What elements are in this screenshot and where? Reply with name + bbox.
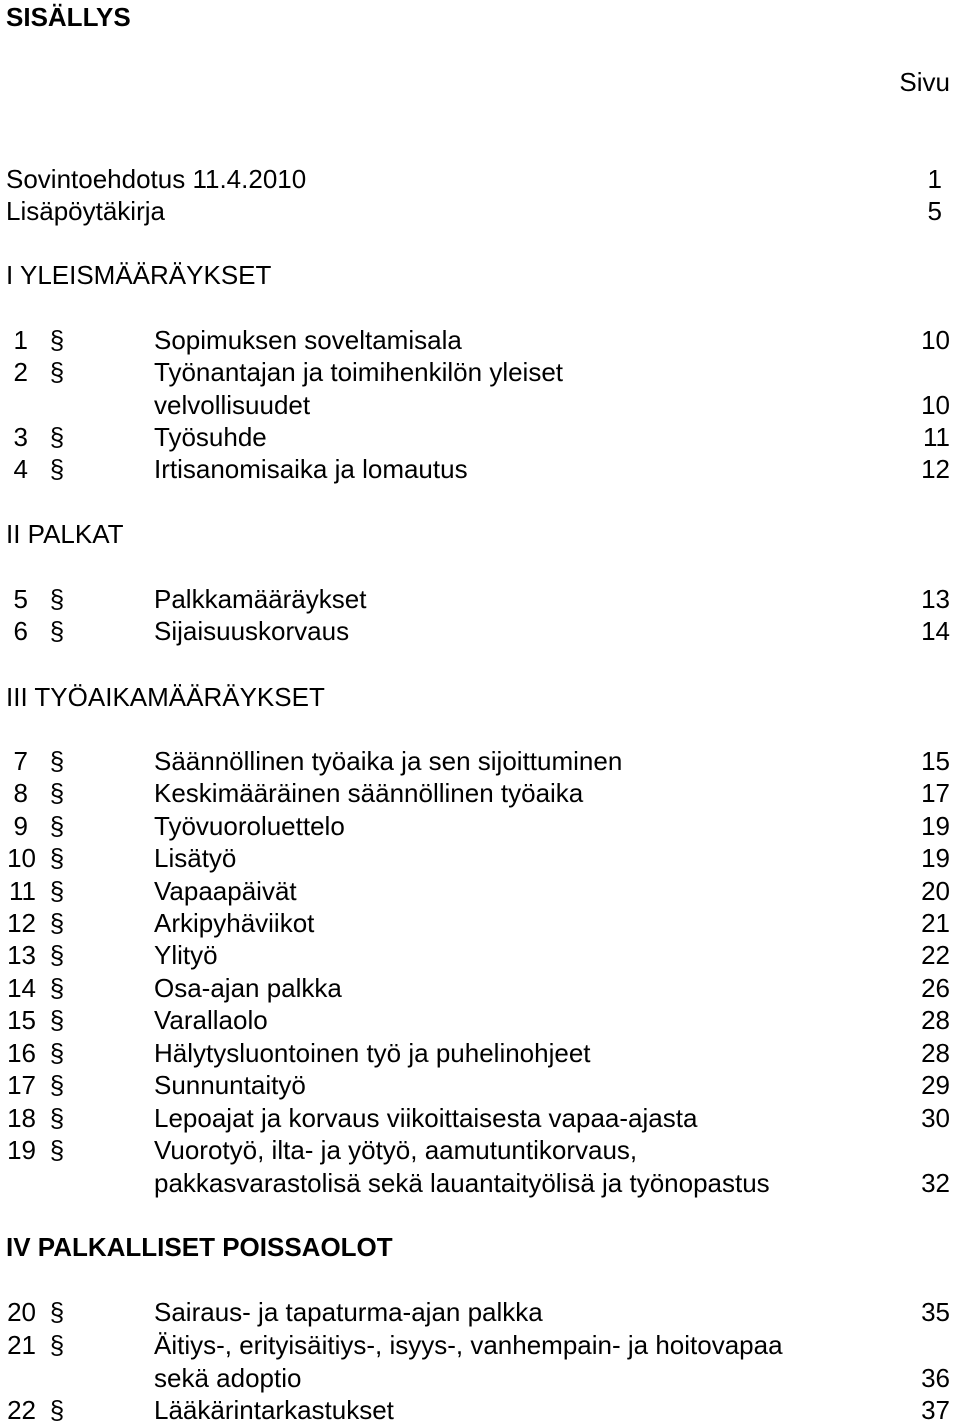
entry-title: Hälytysluontoinen työ ja puhelinohjeet: [154, 1038, 591, 1068]
page-title: SISÄLLYS: [6, 2, 131, 32]
entry-title: Sijaisuuskorvaus: [154, 616, 350, 646]
section-sign: §: [49, 778, 65, 808]
section-sign: §: [49, 876, 65, 906]
intro-entry-text: Lisäpöytäkirja: [6, 196, 165, 226]
section-sign: §: [49, 1135, 65, 1165]
entry-title: Sopimuksen soveltamisala: [154, 325, 462, 355]
entry-page-number: 28: [921, 1005, 950, 1035]
entry-title: Sairaus- ja tapaturma-ajan palkka: [154, 1297, 543, 1327]
section-sign: §: [49, 1297, 65, 1327]
entry-title: pakkasvarastolisä sekä lauantaityölisä ja työnopastus: [154, 1167, 770, 1198]
entry-page-number: 21: [921, 908, 950, 938]
entry-page-number: 14: [921, 616, 950, 646]
entry-title: Ylityö: [154, 940, 218, 970]
entry-title: Osa-ajan palkka: [154, 973, 342, 1003]
entry-number: 2: [13, 357, 28, 387]
entry-page-number: 10: [921, 389, 950, 420]
section-heading: III TYÖAIKAMÄÄRÄYKSET: [6, 682, 325, 712]
section-sign: §: [49, 811, 65, 841]
entry-number: 12: [7, 908, 36, 938]
entry-title: Lepoajat ja korvaus viikoittaisesta vapaa-ajasta: [154, 1103, 698, 1133]
entry-page-number: 11: [923, 422, 950, 452]
entry-title: Lisätyö: [154, 843, 237, 873]
entry-page-number: 29: [921, 1070, 950, 1100]
section-heading: I YLEISMÄÄRÄYKSET: [6, 260, 272, 290]
entry-page-number: 19: [921, 843, 950, 873]
section-sign: §: [49, 325, 65, 355]
entry-title: Lääkärintarkastukset: [154, 1395, 394, 1425]
entry-number: 22: [7, 1395, 36, 1425]
entry-page-number: 28: [921, 1038, 950, 1068]
section-sign: §: [49, 746, 65, 776]
entry-page-number: 15: [921, 746, 950, 776]
entry-page-number: 30: [921, 1103, 950, 1133]
entry-page-number: 26: [921, 973, 950, 1003]
section-sign: §: [49, 973, 65, 1003]
entry-page-number: 36: [921, 1362, 950, 1393]
entry-page-number: 13: [921, 584, 950, 614]
entry-number: 19: [7, 1135, 36, 1165]
entry-title: Sunnuntaityö: [154, 1070, 306, 1100]
intro-entry-text: Sovintoehdotus 11.4.2010: [6, 164, 307, 194]
section-sign: §: [49, 422, 65, 452]
entry-title: Irtisanomisaika ja lomautus: [154, 454, 468, 484]
section-sign: §: [49, 1038, 65, 1068]
entry-number: 14: [7, 973, 36, 1003]
entry-number: 3: [13, 422, 28, 452]
section-sign: §: [49, 1005, 65, 1035]
entry-page-number: 37: [921, 1395, 950, 1425]
entry-number: 21: [7, 1330, 36, 1360]
entry-page-number: 20: [921, 876, 950, 906]
entry-title: Palkkamääräykset: [154, 584, 367, 614]
entry-number: 15: [7, 1005, 36, 1035]
entry-number: 11: [9, 876, 36, 906]
entry-page-number: 22: [921, 940, 950, 970]
entry-title: Säännöllinen työaika ja sen sijoittuminen: [154, 746, 623, 776]
entry-title: velvollisuudet: [154, 389, 311, 420]
entry-page-number: 35: [921, 1297, 950, 1327]
entry-page-number: 32: [921, 1167, 950, 1198]
entry-page-number: 19: [921, 811, 950, 841]
entry-title: Vuorotyö, ilta- ja yötyö, aamutuntikorvaus,: [154, 1135, 638, 1165]
entry-number: 16: [7, 1038, 36, 1068]
entry-title: Arkipyhäviikot: [154, 908, 315, 938]
entry-number: 8: [13, 778, 28, 808]
entry-title: Työnantajan ja toimihenkilön yleiset: [154, 357, 564, 387]
entry-title: Työvuoroluettelo: [154, 811, 345, 841]
entry-number: 7: [13, 746, 28, 776]
entry-number: 5: [13, 584, 28, 614]
page-column-header: Sivu: [899, 67, 950, 97]
section-sign: §: [49, 1070, 65, 1100]
section-sign: §: [49, 584, 65, 614]
section-sign: §: [49, 940, 65, 970]
section-sign: §: [49, 616, 65, 646]
section-sign: §: [49, 357, 65, 387]
entry-title: Varallaolo: [154, 1005, 268, 1035]
entry-number: 1: [13, 325, 28, 355]
entry-page-number: 10: [921, 325, 950, 355]
intro-entry-page: 5: [927, 196, 942, 226]
entry-title: Vapaapäivät: [154, 876, 297, 906]
section-sign: §: [49, 843, 65, 873]
entry-title: Keskimääräinen säännöllinen työaika: [154, 778, 584, 808]
section-sign: §: [49, 1103, 65, 1133]
entry-number: 18: [7, 1103, 36, 1133]
section-sign: §: [49, 454, 65, 484]
section-sign: §: [49, 908, 65, 938]
section-heading: II PALKAT: [6, 519, 124, 549]
entry-number: 9: [13, 811, 28, 841]
section-sign: §: [49, 1330, 65, 1360]
entry-title: Työsuhde: [154, 422, 267, 452]
section-heading: IV PALKALLISET POISSAOLOT: [6, 1232, 393, 1262]
entry-number: 4: [13, 454, 28, 484]
entry-number: 13: [7, 940, 36, 970]
entry-number: 10: [7, 843, 36, 873]
section-sign: §: [49, 1395, 65, 1425]
intro-entry-page: 1: [927, 164, 942, 194]
entry-title: sekä adoptio: [154, 1362, 302, 1393]
entry-page-number: 12: [921, 454, 950, 484]
entry-number: 17: [7, 1070, 36, 1100]
entry-number: 6: [13, 616, 28, 646]
entry-page-number: 17: [921, 778, 950, 808]
entry-number: 20: [7, 1297, 36, 1327]
entry-title: Äitiys-, erityisäitiys-, isyys-, vanhempain- ja hoitovapaa: [154, 1330, 783, 1360]
